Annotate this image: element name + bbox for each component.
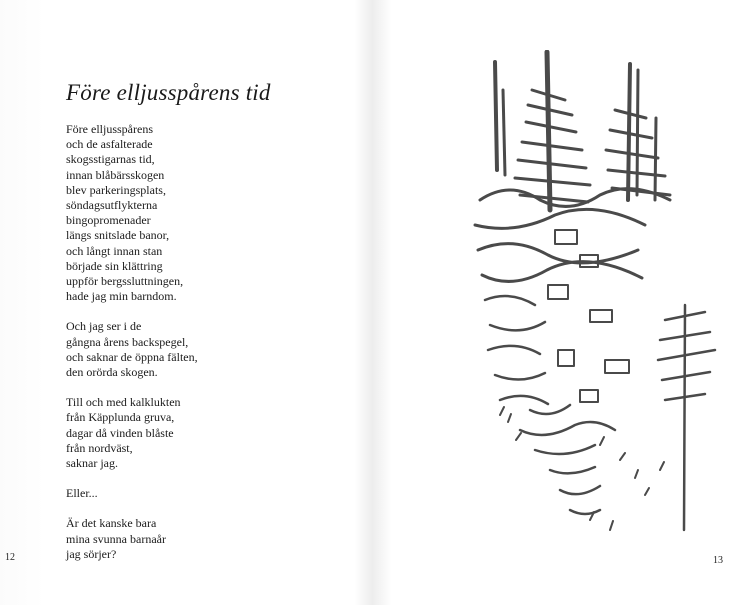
poem-stanza <box>66 486 306 501</box>
poem-line: började sin klättring <box>66 258 163 273</box>
poem-line: Till och med kalklukten <box>66 395 181 410</box>
poem-line: uppför bergssluttningen, <box>66 274 184 289</box>
poem-line: jag sörjer? <box>66 546 117 561</box>
rock <box>590 310 612 322</box>
poem-line: hade jag min barndom. <box>66 289 177 304</box>
poem-line: och de asfalterade <box>66 137 153 152</box>
spruce-branches <box>658 312 715 400</box>
poem-line: Och jag ser i de <box>66 319 142 334</box>
poem-line: blev parkeringsplats, <box>66 182 166 197</box>
rock <box>555 230 577 244</box>
right-page <box>372 0 739 605</box>
poem-line: söndagsutflykterna <box>66 198 158 213</box>
slope-strokes <box>520 405 615 514</box>
rock <box>580 390 598 402</box>
spruce-trunk <box>637 70 638 195</box>
poem-stanza <box>66 122 306 304</box>
poem-line: Eller... <box>66 486 98 501</box>
poem-line: saknar jag. <box>66 456 118 471</box>
spruce-branches <box>515 90 590 202</box>
spruce-trunk <box>495 62 497 170</box>
poem-line: och saknar de öppna fälten, <box>66 349 198 364</box>
forest-illustration <box>460 50 720 550</box>
poem-line: från nordväst, <box>66 440 133 455</box>
poem-line: mina svunna barnaår <box>66 531 166 546</box>
canopy-scribble <box>485 296 548 404</box>
poem-line: längs snitslade banor, <box>66 228 170 243</box>
poem-line: Före elljusspårens <box>66 122 153 136</box>
ground-tufts <box>500 407 664 530</box>
poem-stanza <box>66 395 306 471</box>
poem-line: innan blåbärsskogen <box>66 167 165 182</box>
rock <box>558 350 574 366</box>
spruce-trunk <box>547 52 550 210</box>
page-number-right: 13 <box>713 555 723 566</box>
poem-line: den orörda skogen. <box>66 365 158 380</box>
poem-line: från Käpplunda gruva, <box>66 410 175 425</box>
poem-line: Är det kanske bara <box>66 516 157 531</box>
poem-line: bingopromenader <box>66 213 151 228</box>
poem-stanza <box>66 319 306 380</box>
poem-body <box>66 122 306 577</box>
poem-line: dagar då vinden blåste <box>66 425 174 440</box>
poem-line: gångna årens backspegel, <box>66 334 189 349</box>
spruce-trunk <box>503 90 505 175</box>
rock <box>605 360 629 373</box>
rock <box>548 285 568 299</box>
poem-line: skogsstigarnas tid, <box>66 152 155 167</box>
poem-title: Före elljusspårens tid <box>66 80 271 105</box>
page-number-left: 12 <box>5 552 15 563</box>
poem-line: och långt innan stan <box>66 243 163 258</box>
canopy-scribble <box>475 189 670 282</box>
spruce-trunk <box>684 305 685 530</box>
poem-stanza <box>66 516 306 562</box>
